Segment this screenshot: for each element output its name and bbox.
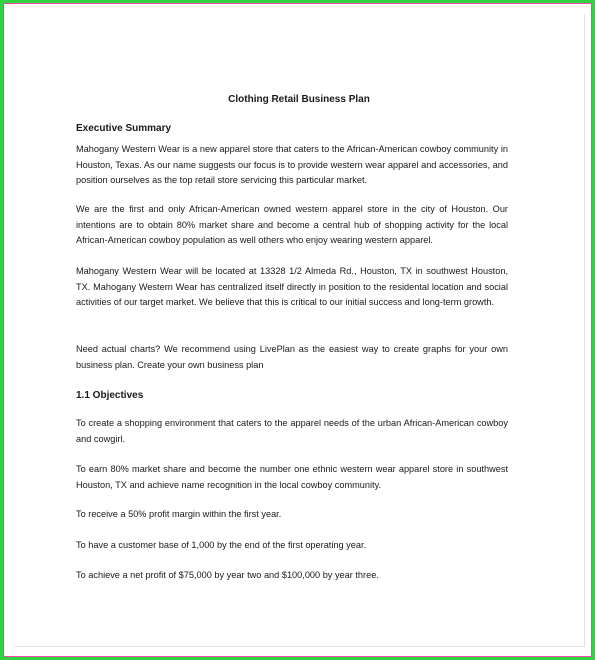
document-frame bbox=[3, 3, 592, 657]
summary-paragraph-2: We are the first and only African-American owned western apparel store in the city of Houston. Our intentions are to obtain 80% market share and become a central hub of shopping activity for the local African-American cowboy population as well others who enjoy wearing western apparel. bbox=[76, 204, 508, 245]
executive-summary-heading: Executive Summary bbox=[76, 123, 172, 134]
objective-item: To earn 80% market share and become the number one ethnic western wear apparel store in southwest Houston, TX and achieve name recognition in the local cowboy community. bbox=[76, 464, 508, 490]
document-page bbox=[14, 14, 585, 647]
document-title: Clothing Retail Business Plan bbox=[228, 94, 370, 105]
objectives-heading: 1.1 Objectives bbox=[76, 390, 144, 401]
objective-item: To receive a 50% profit margin within the first year. bbox=[76, 509, 282, 519]
objective-item: To create a shopping environment that caters to the apparel needs of the urban African-American cowboy and cowgirl. bbox=[76, 418, 508, 444]
charts-note-text: Need actual charts? We recommend using LivePlan as the easiest way to create graphs for your own business plan. bbox=[76, 344, 508, 370]
summary-paragraph-3: Mahogany Western Wear will be located at 13328 1/2 Almeda Rd., Houston, TX in southwest Houston, TX. Mahogany Western Wear has centralized itself directly in position to the residental location and social activities of our target market. We believe that this is critical to our initial success and long-term growth. bbox=[76, 266, 508, 307]
create-business-plan-link[interactable]: Create your own business plan bbox=[137, 359, 264, 370]
charts-note-paragraph bbox=[76, 342, 508, 373]
objective-item: To have a customer base of 1,000 by the end of the first operating year. bbox=[76, 540, 367, 550]
objective-item: To achieve a net profit of $75,000 by year two and $100,000 by year three. bbox=[76, 570, 379, 580]
summary-paragraph-1: Mahogany Western Wear is a new apparel store that caters to the African-American cowboy community in Houston, Texas. As our name suggests our focus is to provide western wear apparel and accessories, and position ourselves as the top retail store servicing this particular market. bbox=[76, 144, 508, 185]
